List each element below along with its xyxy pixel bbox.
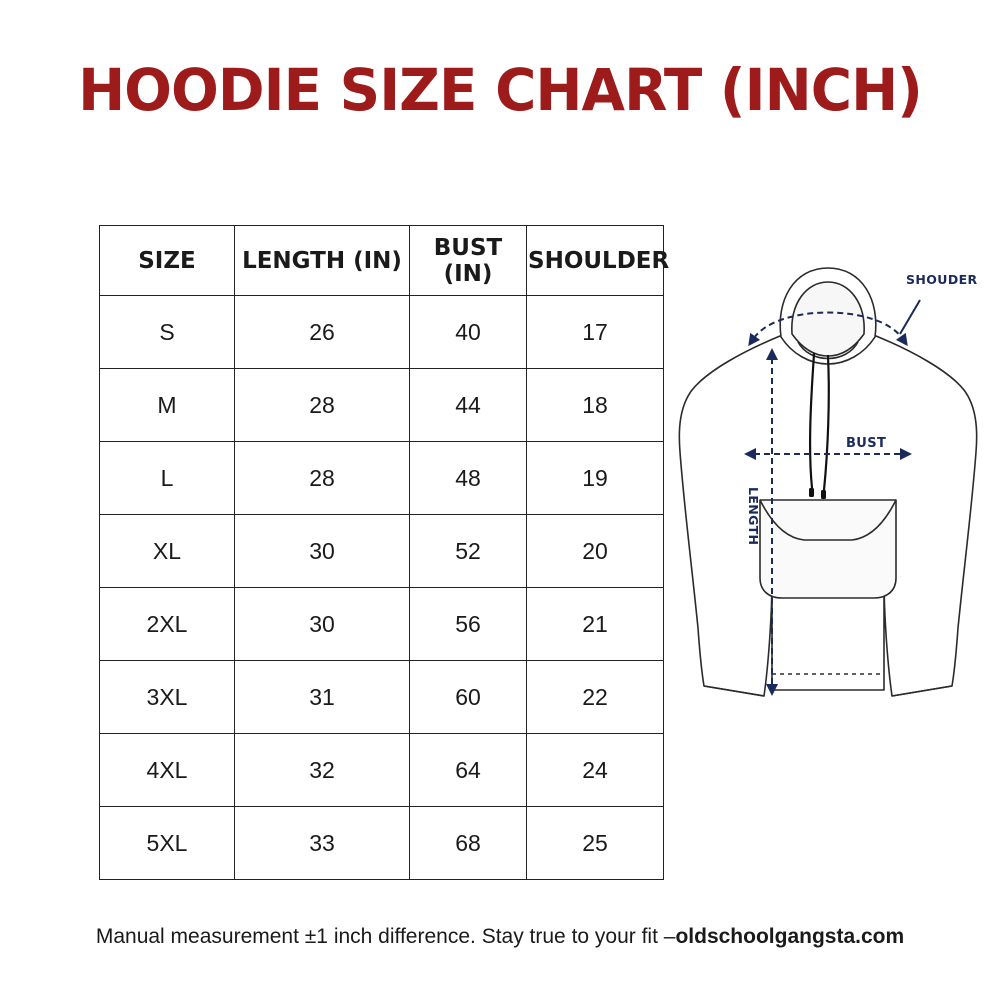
table-row xyxy=(100,515,664,588)
cell-length: 30 xyxy=(235,515,410,588)
cell-size: 4XL xyxy=(100,734,235,807)
shoulder-measure-label: SHOUDER xyxy=(906,272,978,287)
cell-bust: 52 xyxy=(410,515,527,588)
cell-shoulder: 18 xyxy=(527,369,664,442)
page-title: HOODIE SIZE CHART (INCH) xyxy=(78,56,922,124)
cell-shoulder: 25 xyxy=(527,807,664,880)
cell-bust: 64 xyxy=(410,734,527,807)
footer-note xyxy=(0,925,1000,949)
cell-size: S xyxy=(100,296,235,369)
cell-size: XL xyxy=(100,515,235,588)
cell-bust: 56 xyxy=(410,588,527,661)
cell-length: 30 xyxy=(235,588,410,661)
cell-shoulder: 19 xyxy=(527,442,664,515)
table-row xyxy=(100,369,664,442)
cell-length: 31 xyxy=(235,661,410,734)
cell-shoulder: 21 xyxy=(527,588,664,661)
footer-measurement-note: Manual measurement ±1 inch difference. Stay true to your fit – xyxy=(95,925,676,948)
cell-size: 5XL xyxy=(100,807,235,880)
bust-measure-label: BUST xyxy=(846,436,887,451)
cell-shoulder: 17 xyxy=(527,296,664,369)
cell-shoulder: 20 xyxy=(527,515,664,588)
length-measure-label: LENGTH xyxy=(746,487,761,546)
column-header-shoulder: SHOULDER xyxy=(527,226,664,296)
column-header-length: LENGTH (IN) xyxy=(235,226,410,296)
table-row xyxy=(100,807,664,880)
table-row xyxy=(100,661,664,734)
cell-length: 28 xyxy=(235,442,410,515)
cell-shoulder: 24 xyxy=(527,734,664,807)
cell-size: 2XL xyxy=(100,588,235,661)
cell-size: L xyxy=(100,442,235,515)
cell-length: 33 xyxy=(235,807,410,880)
table-row xyxy=(100,588,664,661)
cell-length: 28 xyxy=(235,369,410,442)
cell-shoulder: 22 xyxy=(527,661,664,734)
table-row xyxy=(100,296,664,369)
cell-bust: 48 xyxy=(410,442,527,515)
cell-bust: 44 xyxy=(410,369,527,442)
cell-length: 32 xyxy=(235,734,410,807)
footer-brand: oldschoolgangsta.com xyxy=(675,925,905,948)
hoodie-illustration xyxy=(668,238,988,728)
cell-bust: 68 xyxy=(410,807,527,880)
size-table xyxy=(99,225,670,880)
table-row xyxy=(100,442,664,515)
cell-bust: 40 xyxy=(410,296,527,369)
column-header-size: SIZE xyxy=(100,226,235,296)
cell-size: M xyxy=(100,369,235,442)
table-header-row xyxy=(100,226,664,296)
cell-size: 3XL xyxy=(100,661,235,734)
cell-length: 26 xyxy=(235,296,410,369)
table-row xyxy=(100,734,664,807)
column-header-bust: BUST (IN) xyxy=(410,226,527,296)
cell-bust: 60 xyxy=(410,661,527,734)
size-table-container xyxy=(99,225,670,880)
